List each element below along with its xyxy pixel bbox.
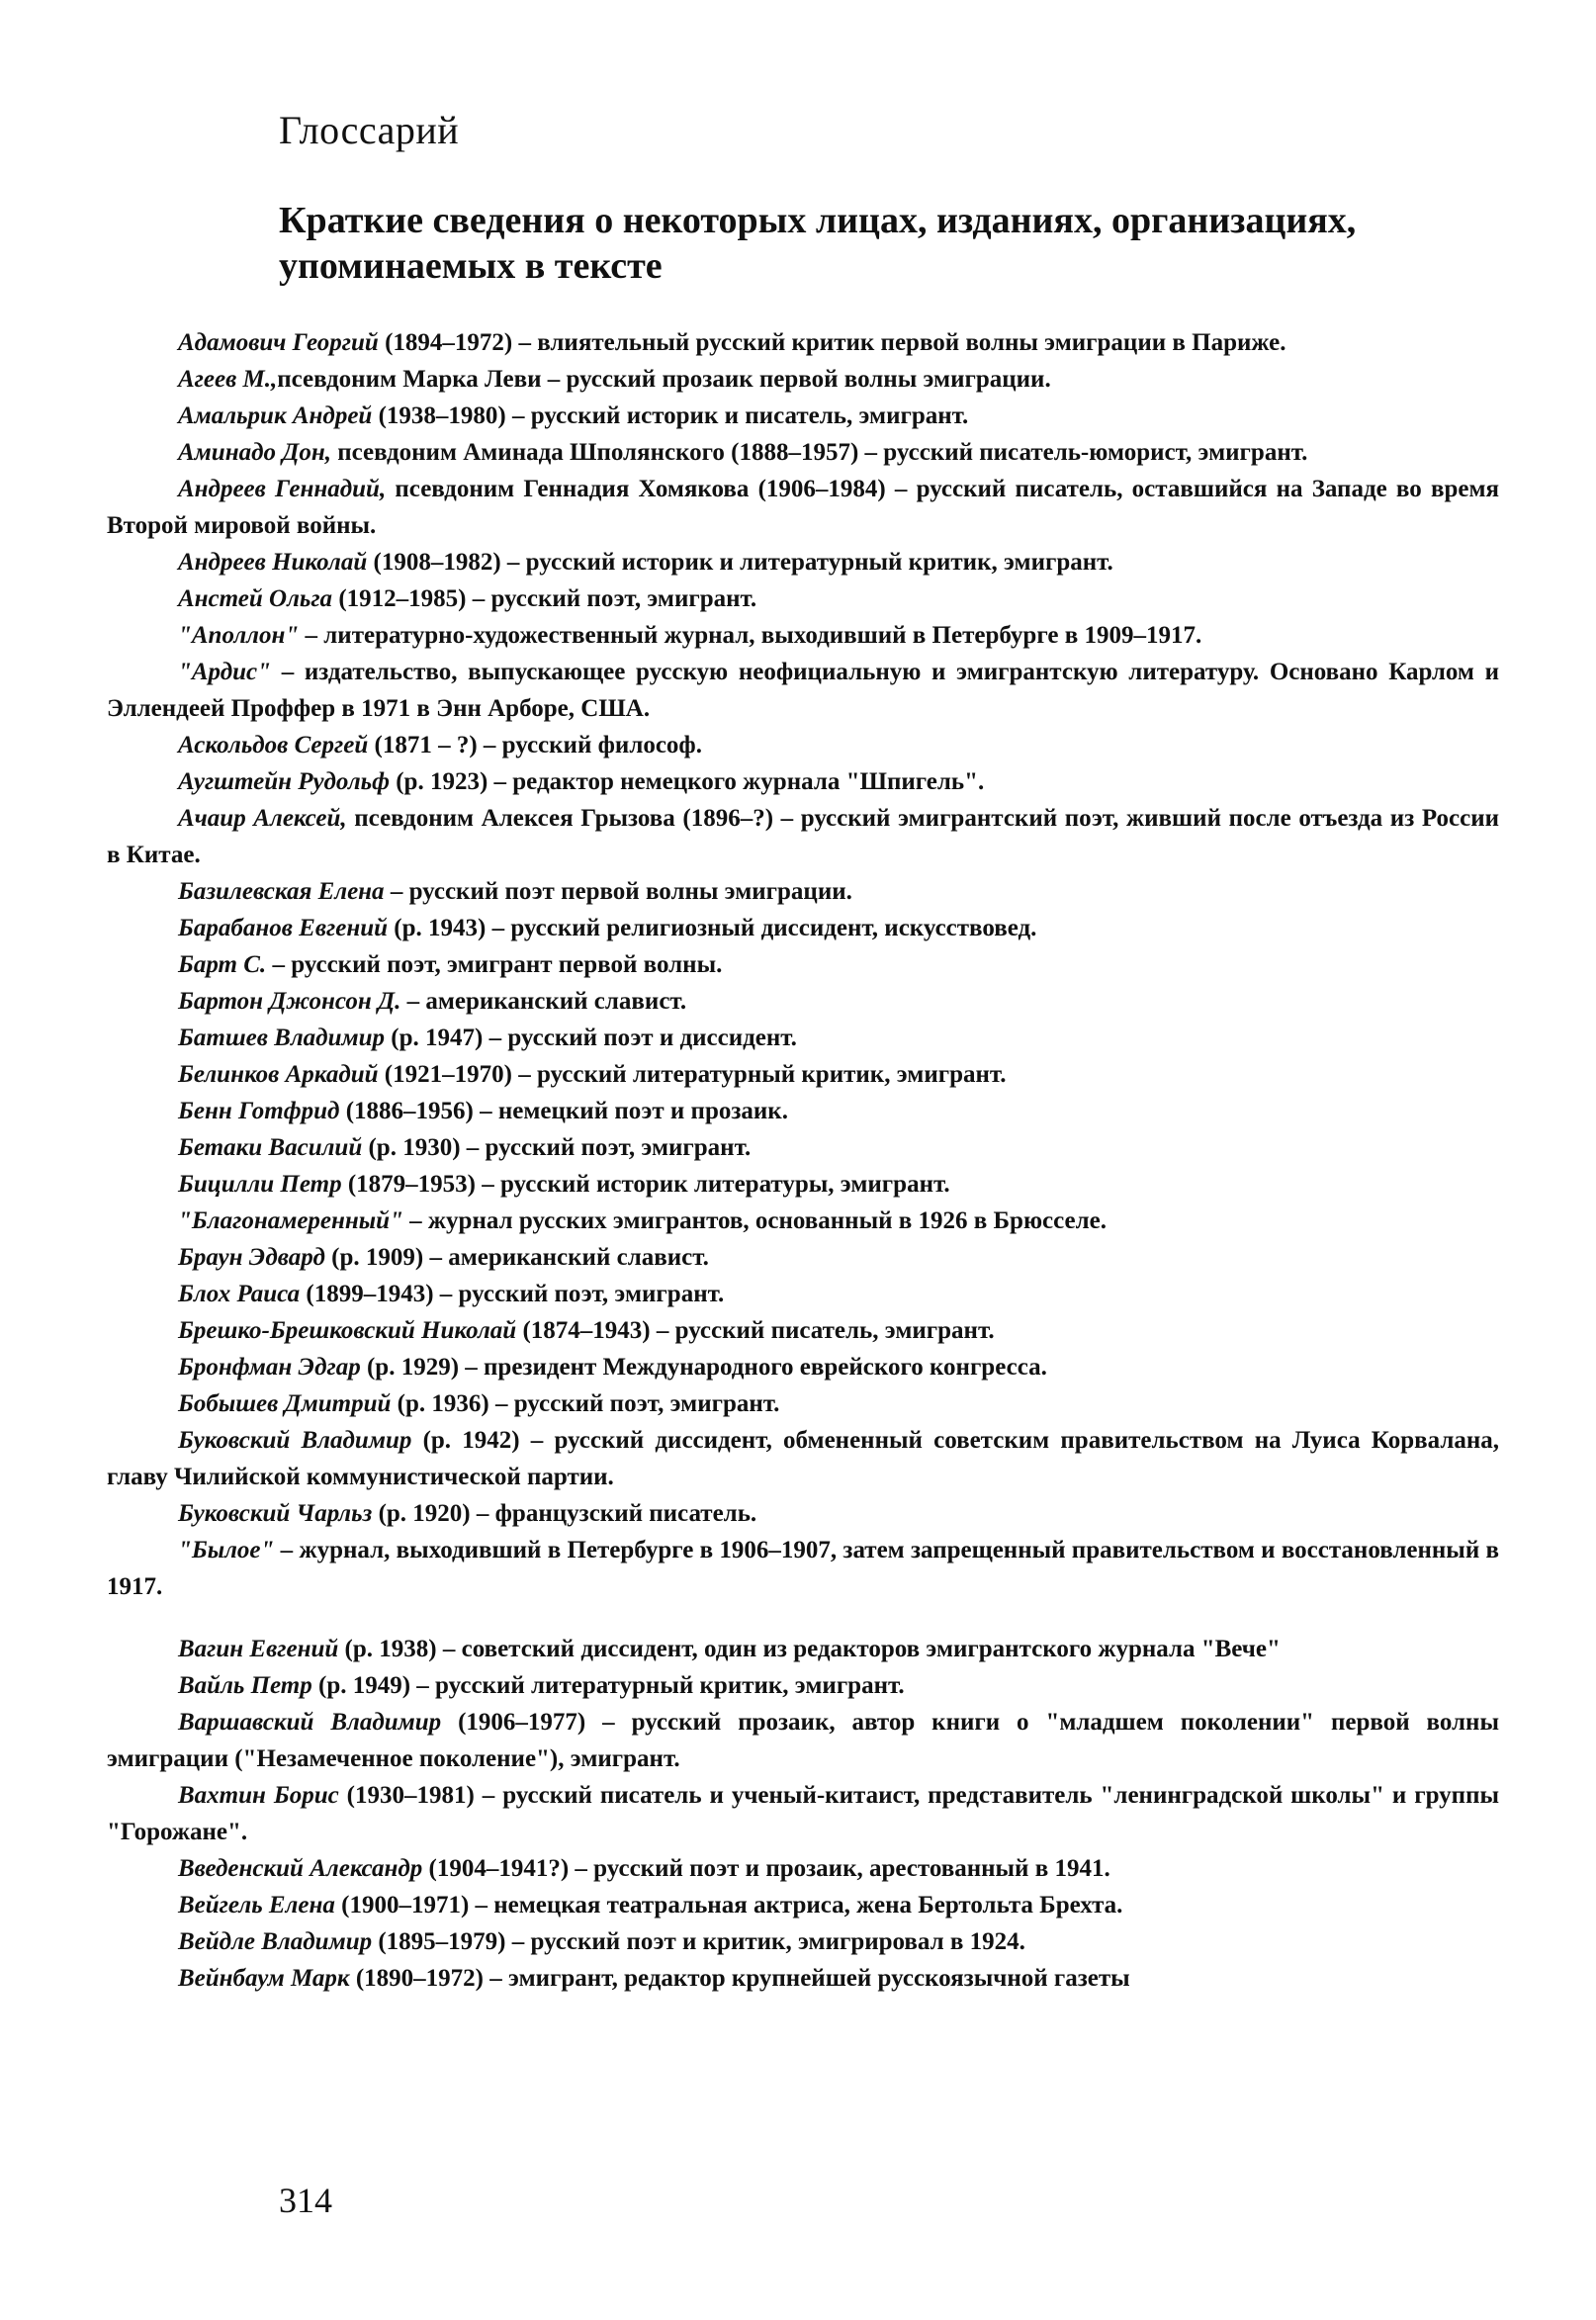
glossary-term: "Былое" [178, 1537, 275, 1563]
glossary-entry [107, 1385, 1499, 1422]
glossary-entry [107, 1166, 1499, 1203]
glossary-entry [107, 1093, 1499, 1129]
glossary-definition: (р. 1930) – русский поэт, эмигрант. [362, 1134, 752, 1161]
glossary-term: Браун Эдвард [178, 1244, 325, 1271]
glossary-term: "Аполлон" [178, 622, 300, 649]
glossary-definition: (1874–1943) – русский писатель, эмигрант. [516, 1317, 995, 1344]
glossary-definition: (р. 1929) – президент Международного еврейского конгресса. [360, 1354, 1047, 1381]
page-number: 314 [279, 2181, 332, 2220]
glossary-term: Блох Раиса [178, 1281, 301, 1307]
glossary-entry [107, 1631, 1499, 1667]
glossary-entry [107, 946, 1499, 983]
glossary-entry [107, 1276, 1499, 1312]
glossary-entry [107, 1532, 1499, 1605]
glossary-term: Бицилли Петр [178, 1171, 342, 1198]
glossary-term: Варшавский Владимир [178, 1709, 442, 1736]
glossary-definition: (1938–1980) – русский историк и писатель, эмигрант. [372, 402, 969, 429]
glossary-entry [107, 398, 1499, 434]
glossary-definition: – издательство, выпускающее русскую неофициальную и эмигрантскую литературу. Основано Карлом и Эллендеей Проффер в 1971 в Энн Арборе, США. [107, 659, 1499, 722]
glossary-entry [107, 910, 1499, 946]
glossary-definition: (р. 1947) – русский поэт и диссидент. [385, 1025, 797, 1051]
glossary-entry [107, 654, 1499, 727]
glossary-definition: – журнал, выходивший в Петербурге в 1906–1907, затем запрещенный правительством и восстановленный в 1917. [107, 1537, 1499, 1600]
glossary-term: Барабанов Евгений [178, 915, 389, 941]
glossary-entry [107, 361, 1499, 398]
glossary-term: Андреев Геннадий, [178, 476, 387, 502]
glossary-term: Аскольдов Сергей [178, 732, 369, 758]
glossary-entry [107, 324, 1499, 361]
glossary-term: Бетаки Василий [178, 1134, 363, 1161]
glossary-term: Аминадо Дон, [178, 439, 331, 466]
glossary-term: Андреев Николай [178, 549, 368, 576]
glossary-definition: (1906–1977) – русский прозаик, автор книги о "младшем поколении" первой волны эмиграции ("Незамеченное поколение"), эмигрант. [107, 1709, 1499, 1772]
glossary-entry [107, 1203, 1499, 1239]
glossary-term: Введенский Александр [178, 1855, 423, 1882]
glossary-definition: (1894–1972) – влиятельный русский критик первой волны эмиграции в Париже. [378, 329, 1286, 356]
glossary-definition: – русский поэт, эмигрант первой волны. [266, 951, 723, 978]
glossary-entry [107, 1129, 1499, 1166]
glossary-term: Агеев М., [178, 366, 278, 393]
glossary-term: Бронфман Эдгар [178, 1354, 361, 1381]
page-title: Глоссарий [279, 108, 460, 152]
glossary-definition: (1900–1971) – немецкая театральная актриса, жена Бертольта Брехта. [334, 1892, 1123, 1918]
glossary-definition: (р. 1936) – русский поэт, эмигрант. [391, 1390, 780, 1417]
glossary-term: Вахтин Борис [178, 1782, 339, 1809]
glossary-term: Батшев Владимир [178, 1025, 386, 1051]
glossary-entry [107, 1850, 1499, 1887]
glossary-term: Вейнбаум Марк [178, 1965, 350, 1992]
glossary-entry [107, 1777, 1499, 1850]
glossary-term: Барт С. [178, 951, 267, 978]
glossary-term: Буковский Чарльз [178, 1500, 373, 1527]
glossary-term: Базилевская Елена [178, 878, 385, 905]
glossary-definition: (1908–1982) – русский историк и литературный критик, эмигрант. [367, 549, 1113, 576]
glossary-term: Ачаир Алексей, [178, 805, 347, 832]
glossary-term: Бенн Готфрид [178, 1098, 340, 1124]
glossary-entry [107, 1239, 1499, 1276]
glossary-definition: – американский славист. [400, 988, 687, 1015]
glossary-term: Бартон Джонсон Д. [178, 988, 401, 1015]
glossary-definition: (р. 1920) – французский писатель. [372, 1500, 757, 1527]
glossary-entry [107, 983, 1499, 1020]
glossary-definition: псевдоним Геннадия Хомякова (1906–1984) – русский писатель, оставшийся на Западе во время Второй мировой войны. [107, 476, 1499, 539]
glossary-entry [107, 1312, 1499, 1349]
glossary-term: Вейгель Елена [178, 1892, 335, 1918]
glossary-definition: (1890–1972) – эмигрант, редактор крупнейшей русскоязычной газеты [349, 1965, 1130, 1992]
glossary-definition: (р. 1938) – советский диссидент, один из редакторов эмигрантского журнала "Вече" [338, 1636, 1281, 1662]
glossary-definition: (р. 1943) – русский религиозный диссидент, искусствовед. [388, 915, 1037, 941]
glossary-entry [107, 471, 1499, 544]
glossary-entry [107, 1422, 1499, 1495]
glossary-term: Брешко-Брешковский Николай [178, 1317, 517, 1344]
glossary-entry [107, 1495, 1499, 1532]
glossary-definition: – русский поэт первой волны эмиграции. [384, 878, 852, 905]
glossary-definition: (1912–1985) – русский поэт, эмигрант. [332, 585, 757, 612]
glossary-definition: (1886–1956) – немецкий поэт и прозаик. [339, 1098, 788, 1124]
glossary-definition: (1899–1943) – русский поэт, эмигрант. [300, 1281, 725, 1307]
glossary-definition: (1895–1979) – русский поэт и критик, эмигрировал в 1924. [372, 1928, 1025, 1955]
glossary-term: Амальрик Андрей [178, 402, 373, 429]
glossary-entry [107, 1349, 1499, 1385]
glossary-definition: (1904–1941?) – русский поэт и прозаик, арестованный в 1941. [422, 1855, 1110, 1882]
glossary-definition: (р. 1949) – русский литературный критик, эмигрант. [311, 1672, 905, 1699]
glossary-definition: псевдоним Марка Леви – русский прозаик первой волны эмиграции. [277, 366, 1051, 393]
glossary-definition: – литературно-художественный журнал, выходивший в Петербурге в 1909–1917. [299, 622, 1202, 649]
glossary-entry [107, 617, 1499, 654]
glossary-term: Буковский Владимир [178, 1427, 412, 1454]
glossary-entry [107, 434, 1499, 471]
page-subtitle: Краткие сведения о некоторых лицах, изданиях, организациях, упоминаемых в тексте [279, 200, 1357, 287]
glossary-entry [107, 1960, 1499, 1997]
glossary-term: Вайль Петр [178, 1672, 312, 1699]
glossary-term: Вагин Евгений [178, 1636, 339, 1662]
glossary-entry [107, 1667, 1499, 1704]
glossary-term: Анстей Ольга [178, 585, 333, 612]
glossary-entry [107, 580, 1499, 617]
glossary-entry [107, 1020, 1499, 1056]
glossary-entry [107, 1923, 1499, 1960]
glossary-entry [107, 800, 1499, 873]
glossary-entry [107, 763, 1499, 800]
glossary-definition: (р. 1942) – русский диссидент, обмененный советским правительством на Луиса Корвалана, главу Чилийской коммунистической партии. [107, 1427, 1499, 1490]
glossary-entry [107, 1704, 1499, 1777]
glossary-entry [107, 544, 1499, 580]
glossary-list [107, 324, 1499, 1997]
glossary-definition: псевдоним Алексея Грызова (1896–?) – русский эмигрантский поэт, живший после отъезда из России в Китае. [107, 805, 1499, 868]
glossary-definition: (р. 1909) – американский славист. [324, 1244, 709, 1271]
glossary-definition: (1879–1953) – русский историк литературы, эмигрант. [341, 1171, 950, 1198]
glossary-definition: (1921–1970) – русский литературный критик, эмигрант. [378, 1061, 1007, 1088]
glossary-term: "Благонамеренный" [178, 1207, 403, 1234]
glossary-term: Белинков Аркадий [178, 1061, 379, 1088]
glossary-term: Вейдле Владимир [178, 1928, 373, 1955]
glossary-term: Адамович Георгий [178, 329, 379, 356]
glossary-entry [107, 727, 1499, 763]
glossary-definition: (1930–1981) – русский писатель и ученый-китаист, представитель "ленинградской школы" и группы "Горожане". [107, 1782, 1499, 1845]
glossary-term: Аугштейн Рудольф [178, 768, 390, 795]
glossary-entry [107, 873, 1499, 910]
glossary-entry [107, 1056, 1499, 1093]
glossary-entry [107, 1887, 1499, 1923]
glossary-term: Бобышев Дмитрий [178, 1390, 392, 1417]
glossary-definition: (р. 1923) – редактор немецкого журнала "Шпигель". [389, 768, 985, 795]
glossary-term: "Ардис" [178, 659, 272, 685]
glossary-definition: (1871 – ?) – русский философ. [368, 732, 702, 758]
glossary-definition: псевдоним Аминада Шполянского (1888–1957) – русский писатель-юморист, эмигрант. [330, 439, 1308, 466]
glossary-definition: – журнал русских эмигрантов, основанный в 1926 в Брюсселе. [402, 1207, 1108, 1234]
